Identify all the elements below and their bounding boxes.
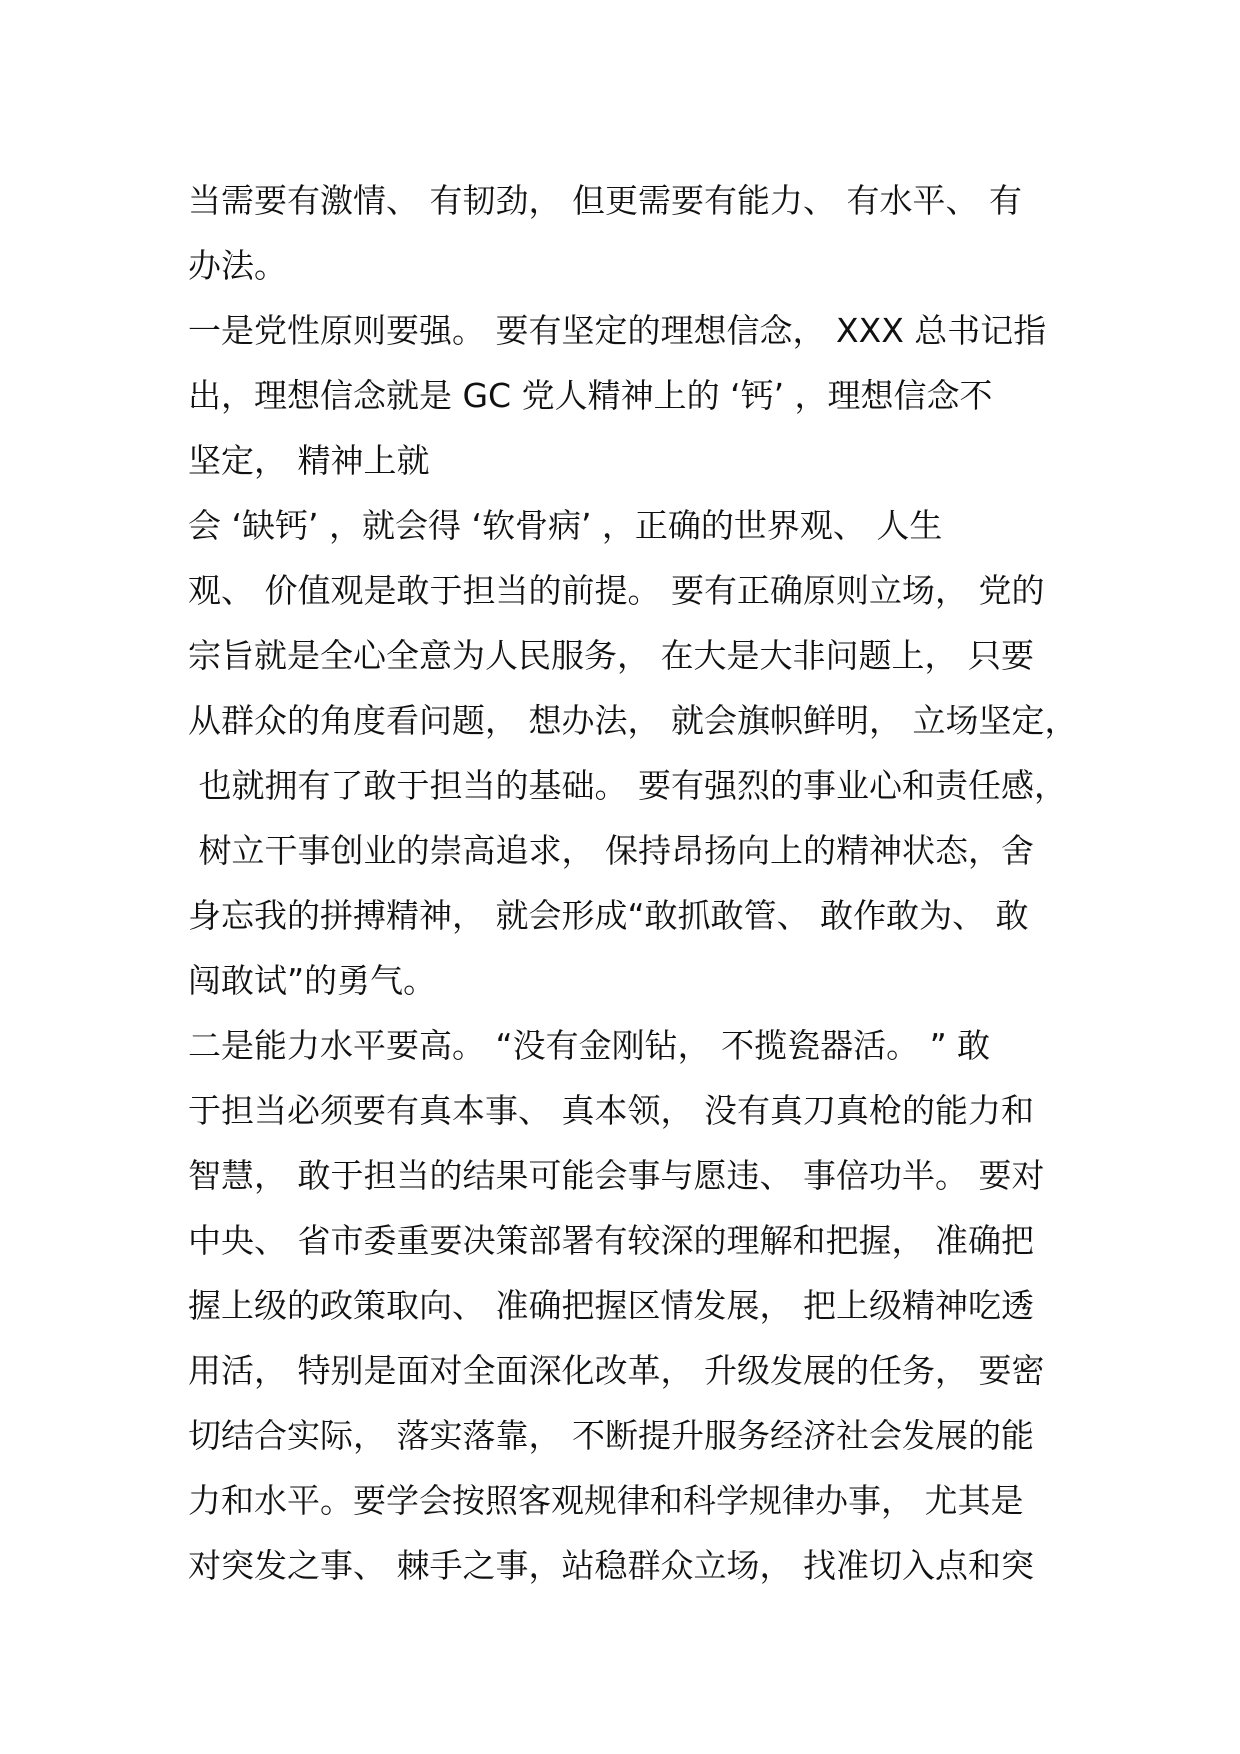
text-line: 办法。 bbox=[188, 246, 287, 285]
text-line: 智慧， 敢于担当的结果可能会事与愿违、 事倍功半。 要对 bbox=[188, 1156, 1045, 1195]
text-line: 树立干事创业的崇高追求， 保持昂扬向上的精神状态，舍 bbox=[188, 831, 1034, 870]
text-line: 对突发之事、 棘手之事，站稳群众立场， 找准切入点和突 bbox=[188, 1546, 1034, 1585]
text-line: 出，理想信念就是 GC 党人精神上的 ‘钙’ ，理想信念不 bbox=[188, 376, 993, 415]
text-line: 会 ‘缺钙’ ，就会得 ‘软骨病’ ，正确的世界观、 人生 bbox=[188, 506, 943, 545]
text-line: 于担当必须要有真本事、 真本领， 没有真刀真枪的能力和 bbox=[188, 1091, 1034, 1130]
text-line: 身忘我的拼搏精神， 就会形成“敢抓敢管、 敢作敢为、 敢 bbox=[188, 896, 1029, 935]
text-line: 力和水平。要学会按照客观规律和科学规律办事， 尤其是 bbox=[188, 1481, 1024, 1520]
text-line: 二是能力水平要高。 “没有金刚钻， 不揽瓷器活。 ” 敢 bbox=[188, 1026, 991, 1065]
text-line: 用活， 特别是面对全面深化改革， 升级发展的任务， 要密 bbox=[188, 1351, 1045, 1390]
text-line: 一是党性原则要强。 要有坚定的理想信念， XXX 总书记指 bbox=[188, 311, 1047, 350]
text-line: 也就拥有了敢于担当的基础。 要有强烈的事业心和责任感， bbox=[188, 766, 1067, 805]
text-line: 从群众的角度看问题， 想办法， 就会旗帜鲜明， 立场坚定， bbox=[188, 701, 1078, 740]
body-text bbox=[188, 168, 1088, 1598]
text-line: 观、 价值观是敢于担当的前提。 要有正确原则立场， 党的 bbox=[188, 571, 1045, 610]
text-line: 宗旨就是全心全意为人民服务， 在大是大非问题上， 只要 bbox=[188, 636, 1034, 675]
text-line: 当需要有激情、 有韧劲， 但更需要有能力、 有水平、 有 bbox=[188, 181, 1022, 220]
text-line: 握上级的政策取向、 准确把握区情发展， 把上级精神吃透 bbox=[188, 1286, 1034, 1325]
text-line: 中央、 省市委重要决策部署有较深的理解和把握， 准确把 bbox=[188, 1221, 1034, 1260]
text-line: 闯敢试”的勇气。 bbox=[188, 961, 437, 1000]
text-line: 坚定， 精神上就 bbox=[188, 441, 430, 480]
text-line: 切结合实际， 落实落靠， 不断提升服务经济社会发展的能 bbox=[188, 1416, 1034, 1455]
